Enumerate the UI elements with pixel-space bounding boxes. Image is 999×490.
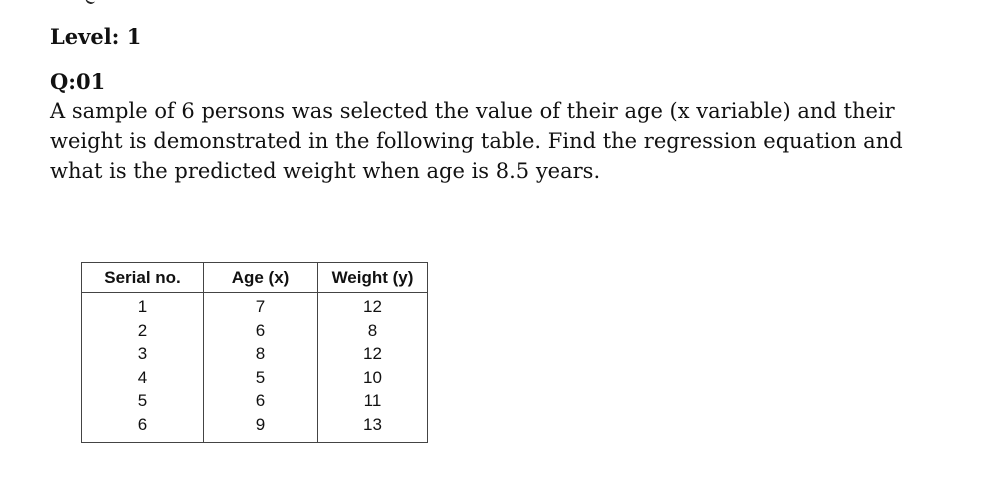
cell-serial: 6 [82, 413, 204, 443]
header-age: Age (x) [204, 263, 318, 293]
cell-weight: 12 [318, 293, 428, 319]
table-row [82, 366, 428, 390]
cell-age: 6 [204, 389, 318, 413]
cell-serial: 4 [82, 366, 204, 390]
cell-weight: 8 [318, 319, 428, 343]
cell-age: 7 [204, 293, 318, 319]
header-weight: Weight (y) [318, 263, 428, 293]
cell-weight: 12 [318, 342, 428, 366]
cell-weight: 13 [318, 413, 428, 443]
cell-serial: 1 [82, 293, 204, 319]
cell-serial: 3 [82, 342, 204, 366]
table-row [82, 389, 428, 413]
header-serial: Serial no. [82, 263, 204, 293]
cell-serial: 5 [82, 389, 204, 413]
cell-serial: 2 [82, 319, 204, 343]
cell-age: 5 [204, 366, 318, 390]
cell-age: 8 [204, 342, 318, 366]
cell-weight: 11 [318, 389, 428, 413]
cell-age: 9 [204, 413, 318, 443]
data-table [81, 262, 428, 443]
cell-age: 6 [204, 319, 318, 343]
level-heading: Level: 1 [50, 24, 142, 49]
table-row [82, 342, 428, 366]
cropped-glyph [84, 0, 98, 5]
table-row [82, 319, 428, 343]
table-row [82, 413, 428, 443]
cell-weight: 10 [318, 366, 428, 390]
table-header-row [82, 263, 428, 293]
question-number: Q:01 [50, 69, 106, 94]
question-text: A sample of 6 persons was selected the value of their age (x variable) and their weight is demonstrated in the following table. Find the regression equation and what is the predicted weight when age is 8.5 years. [50, 99, 903, 183]
table-row [82, 293, 428, 319]
